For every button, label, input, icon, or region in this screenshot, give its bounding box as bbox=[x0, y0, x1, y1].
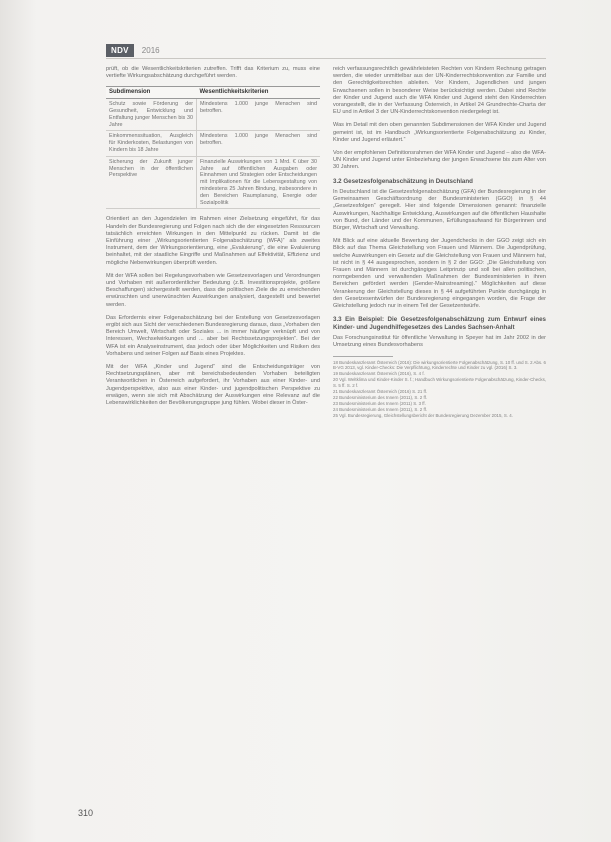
table-cell: Finanzielle Auswirkungen von 1 Mrd. € über 30 Jahre auf öffentlichen Ausgaben oder Einnahmen und Strategien oder Entscheidungen mit Implikationen für die Lebensgestaltung von mindestens 25 Jahren Bindung, insbesondere in den Bereichen Raumplanung, Energie oder Sozialpolitik bbox=[197, 156, 321, 209]
issue-label: 2016 bbox=[141, 46, 160, 55]
column-header: Wesentlichkeitskriterien bbox=[197, 87, 321, 99]
left-column bbox=[106, 66, 320, 413]
body-paragraph: Das Forschungsinstitut für öffentliche Verwaltung in Speyer hat im Jahr 2002 in der Umsetzung eines Bundesvorhabens bbox=[333, 335, 546, 349]
column-header: Subdimension bbox=[106, 87, 197, 99]
table-cell: Sicherung der Zukunft junger Menschen in der öffentlichen Perspektive bbox=[106, 156, 197, 209]
footnote: 25 Vgl. Bundesregierung, Gleichstellungsbericht der Bundesregierung Dezember 2015, S. 4. bbox=[333, 413, 513, 419]
footnote: 23 Bundesministerium des Innern (2011) S. 3 ff. bbox=[333, 401, 426, 407]
table-row bbox=[106, 131, 320, 156]
footnote: 19 Bundeskanzleramt Österreich (2016), S. 4 f. bbox=[333, 371, 425, 377]
intro-paragraph: prüft, ob die Wesentlichkeitskriterien zutreffen. Trifft das Kriterium zu, muss eine vertiefte Wirkungsabschätzung durchgeführt werden. bbox=[106, 66, 320, 80]
footnotes bbox=[333, 360, 546, 419]
footnote: 24 Bundesministerium des Innern (2011), S. 2 ff. bbox=[333, 407, 428, 413]
table-row bbox=[106, 156, 320, 209]
footnote-divider bbox=[333, 356, 393, 357]
body-paragraph: Was im Detail mit den oben genannten Subdimensionen der WFA Kinder und Jugend gemeint ist, ist im Handbuch „Wirkungsorientierte Folgenabschätzung zu Kinder, Kinder und Jugend erläutert.“ bbox=[333, 122, 546, 143]
table-header-row bbox=[106, 87, 320, 99]
section-heading: 3.3 Ein Beispiel: Die Gesetzesfolgenabschätzung zum Entwurf eines Kinder- und Jugendhilfegesetzes des Landes Sachsen-Anhalt bbox=[333, 316, 546, 331]
body-paragraph: Mit der WFA sollen bei Regelungsvorhaben wie Gesetzesvorlagen und Verordnungen und Vorhaben mit außerordentlicher Bedeutung (z.B. Investitionsprojekte, größere Beschaffungen) sichergestellt werden, dass die politischen Ziele die zu erreichenden erwünschten und unerwünschten Auswirkungen analysiert, dargestellt und bewertet werden. bbox=[106, 272, 320, 308]
table-row bbox=[106, 99, 320, 131]
right-column bbox=[333, 66, 546, 419]
header-divider bbox=[106, 58, 546, 59]
footnote: 22 Bundesministerium des Innern (2011), S. 2 ff. bbox=[333, 395, 428, 401]
section-heading: 3.2 Gesetzesfolgenabschätzung in Deutschland bbox=[333, 177, 473, 185]
page-number: 310 bbox=[78, 808, 94, 818]
table-cell: Einkommenssituation, Ausgleich für Kinderkosten, Belastungen von Kindern bis 18 Jahre bbox=[106, 131, 197, 156]
body-paragraph: Von der empfohlenen Definitionsrahmen der WFA Kinder und Jugend – also die WFA-UN Kinder und Jugend unter Einbeziehung der jungen Erwachsene bis zum Alter von 30 Jahren. bbox=[333, 150, 546, 171]
body-paragraph: Das Erfordernis einer Folgenabschätzung bei der Erstellung von Gesetzesvorlagen ergibt sich aus Sicht der verschiedenen Bundesregierung daraus, dass „Vorhaben den Bereich Umwelt, Wirtschaft oder Soziales ... in immer häufiger verknüpft und von Interessen, Wechselwirkungen und ... aber bei Rechtssetzungsprojekten“. Bei der WFA ist ein Analyseinstrument, das jedoch oder über Möglichkeiten und Risiken des Vorhabens und seiner Folgen auf Basis eines Projektes. bbox=[106, 314, 320, 357]
body-paragraph: reich verfassungsrechtlich gewährleisteten Rechten von Kindern Rechnung getragen werden, die wieder unmittelbar aus der UN-Kinderrechtskonvention zur Familie und den Gerechtigkeitsrechten ableiten. Vor Kindern, Jugendlichen und jungen Erwachsenen sollen in besonderer Weise berücksichtigt werden. Dabei sind Rechte der Kinder und Jugend auch die WFA Kinder und Jugend steht den Kinderrechten vorangestellt, die in der Verfassung Österreich, in Artikel 24 Grundrechte-Charta der EU und in Artikel 3 der UN-Kinderrechtskonvention niedergelegt ist. bbox=[333, 66, 546, 116]
body-paragraph: Mit Blick auf eine aktuelle Bewertung der Jugendchecks in der GGO zeigt sich ein Blick auf das Thema Gleichstellung von Frauen und Männern. Die Jugendprüfung, welche Auswirkungen ein Gesetz auf die Gleichstellung von Frauen und Männern hat, ist nicht in § 44 ausgesprochen, sondern in § 2 der GGO: „Die Gleichstellung von Frauen und Männern ist durchgängiges Leitprinzip und soll bei allen politischen, normgebenden und verwaltenden Maßnahmen der Bundesministerien in ihren Bereichen gefördert werden (Gender-Mainstreaming).“ Möglichkeiten auf diese Verankerung der Gleichstellung dieses in § 44 aufgeführten Punkte durchgängig in den Gesetzesentwürfen der Bundesregierung eingegangen worden, die Frage der Gleichstellung jedoch nur in einem Teil der Gesetzentwürfe. bbox=[333, 238, 546, 310]
table-cell: Schutz sowie Förderung der Gesundheit, Entwicklung und Entfaltung junger Menschen bis 30 Jahre bbox=[106, 99, 197, 131]
journal-badge: NDV bbox=[106, 44, 134, 57]
footnote: 18 Bundeskanzleramt Österreich (2016): Die wirkungsorientierte Folgenabschätzung, S. 10 ff. und S. 2 Abs. 6 B-VG 2013, vgl. Kinder-Checks: Die Verpflichtung, Kinderrechte und Kinder zu vgl. (2016) S. 3. bbox=[333, 359, 546, 371]
footnote: 20 Vgl. Weltklima und Kinder-Kinder S. f.; Handbuch Wirkungsorientierte Folgenabschätzung, Kinder-Checks, S. 5 ff. S. 2 f. bbox=[333, 377, 546, 388]
table-cell: Mindestens 1.000 junge Menschen sind betroffen. bbox=[197, 99, 321, 131]
criteria-table bbox=[106, 86, 320, 209]
table-cell: Mindestens 1.000 junge Menschen sind betroffen. bbox=[197, 131, 321, 156]
page-header bbox=[106, 44, 160, 57]
body-paragraph: Orientiert an den Jugendzielen im Rahmen einer Zielsetzung eingeführt, für das Handeln der Bundesregierung und Folgen nach sich die der eingesetzten Ressourcen tatsächlich erreichten Wirkungen in den Mittelpunkt zu rücken. Damit ist die Einführung einer „Wirkungsorientierten Folgenabschätzung (WFA)“ als zweites Instrument, dem der Wirkungsorientierung, eine „Evaluierung“, die eine Evaluierung beinhaltet, mit der staatliche Eingriffe und Maßnahmen auf Effektivität, Effizienz und mögliche Nebenwirkungen überprüft werden. bbox=[106, 216, 320, 266]
footnote: 21 Bundeskanzleramt Österreich (2016) S. 21 ff. bbox=[333, 388, 428, 394]
body-paragraph: In Deutschland ist die Gesetzesfolgenabschätzung (GFA) der Bundesregierung in der Gemeinsamen Geschäftsordnung der Bundesministerien (GGO) in § 44 „Gesetzesfolgen“ geregelt. Hier sind folgende Dimensionen genannt: finanzielle Auswirkungen, Nachhaltige Entwicklung, Auswirkungen auf die öffentlichen Haushalte von Bund, der Länder und der Kommunen, Erfüllungsaufwand für Bürgerinnen und Bürger, Wirtschaft und Verwaltung. bbox=[333, 189, 546, 232]
body-paragraph: Mit der WFA „Kinder und Jugend“ sind die Entscheidungsträger von Rechtsetzungsplänen, aber mit bereichsbedeutenden Vorhaben beteiligten Verantwortlichen in Österreich aufgefordert, ihr Vorhaben aus einer Kinder- und Jugendperspektive, also aus einer Kinder- und jugendpolitischen Perspektive zu erwägen, wenn sie sich mit Abschätzung der Auswirkungen eine Relevanz auf die Lebenswirklichkeiten der Bevölkerungsgruppe jung fühlen. Wobei dieser in Öster- bbox=[106, 364, 320, 407]
